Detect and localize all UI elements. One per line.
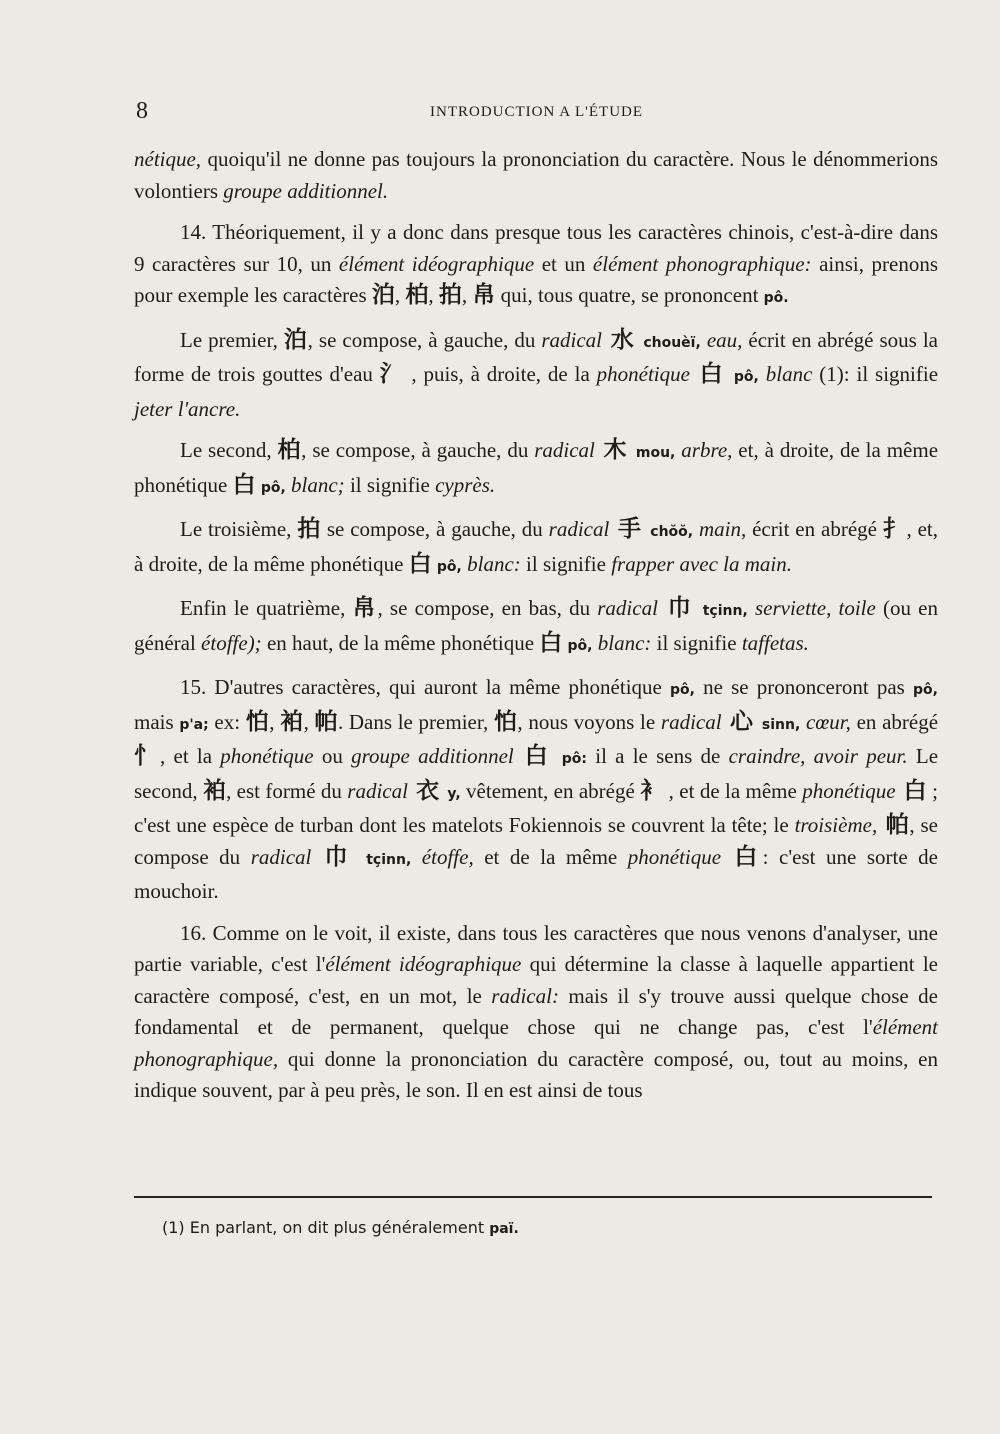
chinese-character: 白 xyxy=(689,361,734,387)
italic-text: élément idéographique xyxy=(338,251,535,276)
chinese-character: 帛 xyxy=(472,282,496,308)
chinese-character: 白 xyxy=(895,777,927,804)
text: ainsi, prenons pour exemple les caractères xyxy=(134,251,938,307)
text xyxy=(411,845,422,869)
chinese-character: 忄 xyxy=(134,743,160,769)
text: 16. Comme on le voit, il existe, dans tous les caractères que nous venons d'analyser, une partie variable, c'est l' xyxy=(134,920,938,976)
italic-text: jeter l'ancre. xyxy=(134,396,241,421)
text: ne se prononceront pas xyxy=(694,675,914,699)
text: Enfin le quatrième, xyxy=(180,596,353,620)
text: mais xyxy=(134,709,180,734)
text: , est formé du xyxy=(226,778,348,803)
text: 14. Théoriquement, il y a donc dans presque tous les caractères chinois, c'est-à-dire dans 9 caractères sur 10, un xyxy=(134,220,938,276)
text: et de la même xyxy=(473,844,628,869)
italic-text: troisième, xyxy=(794,813,878,837)
italic-text: cœur, xyxy=(805,709,851,734)
text: : c'est une sorte de mouchoir. xyxy=(134,844,938,903)
italic-text: blanc xyxy=(765,362,813,386)
text: et un xyxy=(534,251,593,276)
text: il signifie xyxy=(344,472,436,497)
text: Le second, xyxy=(180,438,278,462)
chinese-character: 白 xyxy=(513,743,562,769)
text: , xyxy=(303,709,315,734)
text: Le second, xyxy=(134,744,939,803)
text: 15. D'autres caractères, qui auront la même phonétique xyxy=(180,675,670,699)
chinese-character: 柏 xyxy=(405,282,429,308)
text: ex: xyxy=(208,709,246,734)
text: , et, à droite, de la même phonétique xyxy=(134,517,939,576)
chinese-character: 泊 xyxy=(283,326,308,353)
italic-text: eau, xyxy=(706,327,743,352)
italic-text: phonétique xyxy=(596,362,690,386)
text: , se compose, en bas, du xyxy=(377,596,598,620)
italic-text: élément phonographique: xyxy=(592,251,812,276)
italic-text: phonétique xyxy=(802,778,896,803)
text: qui, tous quatre, se prononcent xyxy=(495,283,764,307)
chinese-character: 扌 xyxy=(882,516,907,542)
italic-text: radical: xyxy=(491,983,559,1008)
romanization: pô: xyxy=(561,751,587,767)
text: Le premier, xyxy=(180,327,284,352)
romanization: pô. xyxy=(763,290,789,306)
text: , xyxy=(269,709,281,734)
italic-text: radical xyxy=(347,778,408,803)
romanization: pô, xyxy=(913,682,938,698)
romanization: chŏŏ, xyxy=(650,524,694,540)
italic-text: radical xyxy=(534,438,595,462)
italic-text: groupe additionnel. xyxy=(223,178,389,203)
chinese-character: 袙 xyxy=(280,708,304,735)
text: , nous voyons le xyxy=(517,709,661,734)
italic-text: phonétique xyxy=(220,744,314,768)
romanization: mou, xyxy=(635,445,676,461)
text: qui détermine la classe à laquelle appartient le caractère composé, c'est, en un mot, le xyxy=(134,952,939,1008)
italic-text: phonétique xyxy=(627,844,722,869)
chinese-character: 帕 xyxy=(877,812,910,838)
chinese-character: 袙 xyxy=(202,777,227,804)
romanization: sinn, xyxy=(761,716,801,733)
italic-text: craindre, avoir peur. xyxy=(728,744,908,768)
chinese-character: 白 xyxy=(539,629,563,656)
footnote-text: (1) En parlant, on dit plus généralement xyxy=(162,1218,490,1237)
italic-text: étoffe, xyxy=(421,844,474,869)
text: qui donne la prononciation du caractère composé, ou, tout au moins, en indique souvent, par à peu près, le son. Il en est ainsi de tous xyxy=(134,1046,938,1102)
chinese-character: 衤 xyxy=(640,777,664,804)
text: . Dans le premier, xyxy=(337,709,494,734)
chinese-character: 手 xyxy=(609,516,651,542)
page-body xyxy=(134,144,938,1117)
romanization: pô, xyxy=(670,682,695,698)
paragraph-quatrieme xyxy=(134,593,938,662)
chinese-character: 帛 xyxy=(352,595,378,621)
chinese-character: 白 xyxy=(408,550,432,577)
text xyxy=(748,596,755,620)
text: , et de la même xyxy=(663,778,803,803)
romanization: pô, xyxy=(260,479,286,496)
chinese-character: 泊 xyxy=(371,282,395,308)
paragraph-15 xyxy=(134,672,938,908)
text: mais il s'y trouve aussi quelque chose de fondamental et de permanent, quelque chose qui ne change pas, c'est l' xyxy=(134,983,938,1039)
romanization: chouèï, xyxy=(643,334,701,351)
text: en abrégé xyxy=(850,709,939,734)
text: (ou en général xyxy=(134,596,939,655)
running-title: INTRODUCTION A L'ÉTUDE xyxy=(430,104,644,120)
text: quoiqu'il ne donne pas toujours la prononciation du caractère. Nous le dénommerions volontiers xyxy=(134,147,938,203)
text: en haut, de la même phonétique xyxy=(261,630,540,655)
paragraph-14 xyxy=(134,217,938,315)
italic-text: nétique, xyxy=(134,147,202,171)
romanization: p'a; xyxy=(179,716,209,733)
italic-text: blanc; xyxy=(291,472,345,497)
chinese-character: 帕 xyxy=(314,708,338,735)
romanization: pô, xyxy=(436,558,462,575)
text: , se compose du xyxy=(134,813,938,869)
italic-text: élément phonographique, xyxy=(134,1015,938,1071)
italic-text: blanc: xyxy=(597,630,652,655)
romanization: pô, xyxy=(567,637,593,654)
italic-text: groupe additionnel xyxy=(351,744,514,768)
italic-text: cyprès. xyxy=(435,472,496,497)
chinese-character: 怕 xyxy=(493,708,518,735)
paragraph-16 xyxy=(134,918,938,1107)
chinese-character: 拍 xyxy=(297,516,321,542)
chinese-character: 心 xyxy=(721,708,762,735)
chinese-character: 白 xyxy=(232,471,256,498)
chinese-character: 巾 xyxy=(311,843,367,870)
text: ; c'est une espèce de turban dont les matelots Fokiennois se couvrent la tête; le xyxy=(134,778,938,837)
text: écrit en abrégé xyxy=(746,517,883,541)
italic-text: étoffe); xyxy=(201,630,262,655)
text: écrit en abrégé sous la forme de trois gouttes d'eau xyxy=(134,327,939,386)
text: (1): il signifie xyxy=(812,362,939,386)
italic-text: blanc: xyxy=(467,551,521,576)
romanization: y, xyxy=(447,785,461,802)
italic-text: élément idéographique xyxy=(325,952,522,976)
chinese-character: 怕 xyxy=(245,708,270,735)
italic-text: radical xyxy=(548,517,610,541)
page-header xyxy=(136,98,946,128)
paragraph-troisieme xyxy=(134,514,938,583)
chinese-character: 巾 xyxy=(657,595,703,621)
text: vêtement, en abrégé xyxy=(460,778,641,803)
chinese-character: 氵 xyxy=(379,361,405,387)
text: , xyxy=(428,283,439,307)
italic-text: main, xyxy=(698,517,747,541)
italic-text: radical xyxy=(250,844,312,869)
romanization: tçinn, xyxy=(366,851,412,868)
text: , se compose, à gauche, du xyxy=(307,327,542,352)
paragraph-continuation xyxy=(134,144,938,207)
chinese-character: 白 xyxy=(721,843,763,870)
text: il a le sens de xyxy=(586,744,729,768)
paragraph-premier xyxy=(134,325,938,426)
text: et, à droite, de la même phonétique xyxy=(134,438,939,497)
italic-text: radical xyxy=(541,327,603,352)
italic-text: serviette, toile xyxy=(754,596,876,620)
text: il signifie xyxy=(651,630,742,655)
text: il signifie xyxy=(520,551,612,576)
chinese-character: 柏 xyxy=(277,437,302,463)
italic-text: radical xyxy=(597,596,658,620)
italic-text: arbre, xyxy=(681,438,733,462)
chinese-character: 木 xyxy=(594,437,636,463)
text: Le troisième, xyxy=(180,517,298,541)
romanization: tçinn, xyxy=(702,603,748,619)
chinese-character: 衣 xyxy=(407,777,448,804)
chinese-character: 拍 xyxy=(438,282,462,308)
text: , et la xyxy=(160,744,221,768)
text: , xyxy=(461,283,473,307)
text: , se compose, à gauche, du xyxy=(301,438,535,462)
page-number: 8 xyxy=(136,98,148,124)
footnote-rule xyxy=(134,1196,932,1198)
chinese-character: 水 xyxy=(602,326,644,353)
paragraph-second xyxy=(134,435,938,504)
text: , xyxy=(394,283,406,307)
romanization: paï. xyxy=(489,1221,519,1237)
text: , puis, à droite, de la xyxy=(404,362,597,386)
romanization: pô, xyxy=(733,369,759,385)
text xyxy=(759,362,766,386)
text: ou xyxy=(313,744,352,768)
italic-text: radical xyxy=(660,709,722,734)
footnote xyxy=(162,1218,519,1237)
italic-text: taffetas. xyxy=(741,630,809,655)
italic-text: frapper avec la main. xyxy=(611,551,792,576)
text: se compose, à gauche, du xyxy=(320,517,549,541)
